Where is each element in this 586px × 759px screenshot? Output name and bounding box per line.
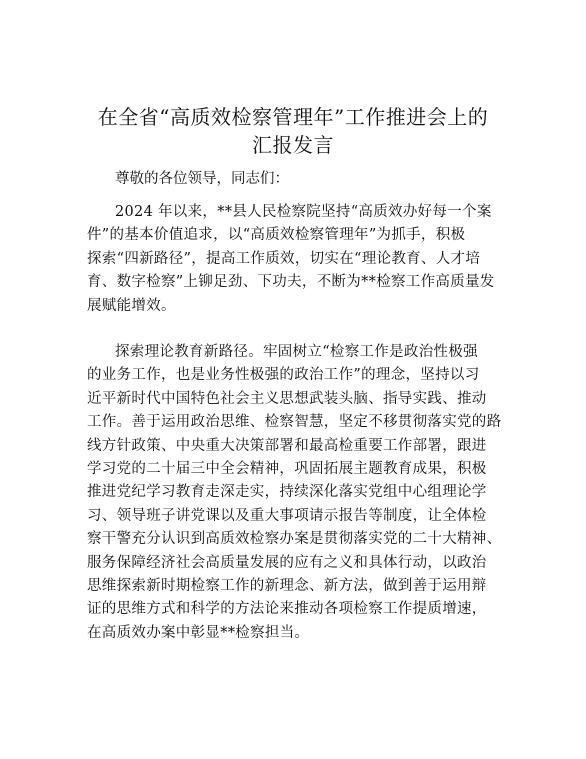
paragraph-line: 察干警充分认识到高质效检察办案是贯彻落实党的二十大精神、 [87, 531, 502, 548]
paragraph-line: 推进党纪学习教育走深走实，持续深化落实党组中心组理论学 [87, 484, 487, 501]
paragraph-line: 工作。善于运用政治思维、检察智慧，坚定不移贯彻落实党的路 [87, 414, 502, 431]
paragraph-line: 的业务工作，也是业务性极强的政治工作”的理念，坚持以习 [87, 367, 480, 384]
paragraph-line: 近平新时代中国特色社会主义思想武装头脑、指导实践、推动 [87, 390, 487, 407]
paragraph-line: 思维探索新时期检察工作的新理念、新方法，做到善于运用辩 [87, 578, 487, 595]
paragraph-line: 学习党的二十届三中全会精神，巩固拓展主题教育成果，积极 [87, 461, 487, 478]
paragraph-line: 件”的基本价值追求，以“高质效检察管理年”为抓手，积极 [87, 227, 466, 244]
paragraph-line: 线方针政策、中央重大决策部署和最高检重要工作部署，跟进 [87, 437, 487, 454]
paragraph-line: 习、领导班子讲党课以及重大事项请示报告等制度，让全体检 [87, 507, 487, 524]
paragraph-line: 2024 年以来，**县人民检察院坚持“高质效办好每一个案 [115, 204, 492, 220]
paragraph-line: 服务保障经济社会高质量发展的应有之义和具体行动，以政治 [87, 554, 487, 571]
document-title-line-2: 汇报发言 [252, 133, 334, 157]
greeting: 尊敬的各位领导，同志们： [115, 171, 289, 187]
paragraph-line: 探索理论教育新路径。牢固树立“检察工作是政治性极强 [115, 344, 478, 360]
paragraph-line: 展赋能增效。 [87, 297, 176, 314]
paragraph-line: 探索“四新路径”，提高工作质效，切实在“理论教育、人才培 [87, 250, 481, 267]
paragraph-line: 证的思维方式和科学的方法论来推动各项检察工作提质增速， [87, 601, 487, 618]
paragraph-theory-education [87, 341, 507, 645]
paragraph-line: 育、数字检察”上铆足劲、下功夫，不断为**检察工作高质量发 [87, 274, 495, 291]
paragraph-intro [87, 201, 507, 318]
paragraph-line: 在高质效办案中彰显**检察担当。 [87, 624, 310, 641]
document-title-line-1: 在全省“高质效检察管理年”工作推进会上的 [97, 105, 489, 129]
